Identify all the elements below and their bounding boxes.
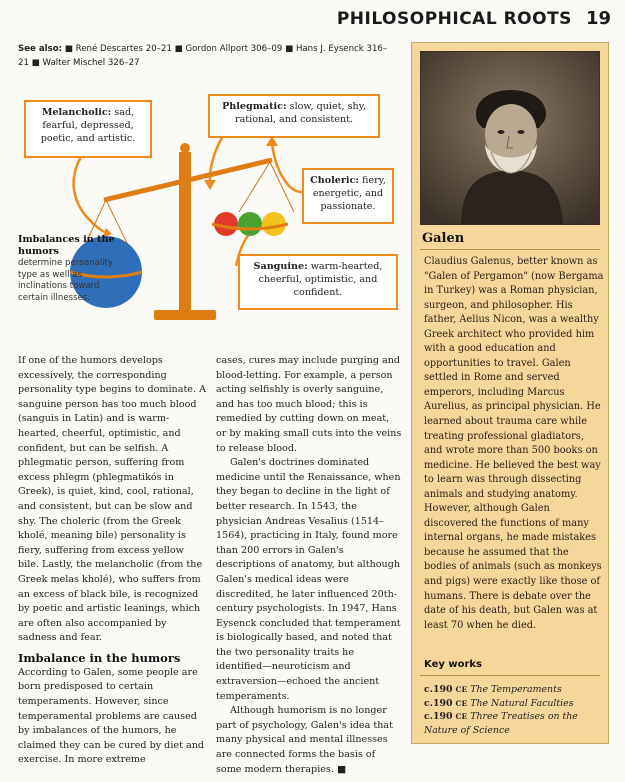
body-paragraph: Galen's doctrines dominated medicine until the Renaissance, when they began to decline in the light of better research. In 1543, the physician Andreas Vesalius (1514–1564), practicing in Italy, found more than 200 errors in Galen's descriptions of anatomy, but although Galen's medical ideas were discredited, he later influenced 20th-century psychologists. In 1947, Hans Eysenck concluded that temperament is biologically based, and noted that the two personality traits he identified—neuroticism and extraversion—echoed the ancient temperaments. bbox=[216, 457, 401, 702]
scale-knob bbox=[180, 143, 190, 153]
key-work-title: Three Treatises on the Nature of Science bbox=[424, 711, 578, 736]
see-also-bullet-icon: ■ bbox=[31, 58, 43, 68]
see-also-item: Hans J. Eysenck 316–21 bbox=[18, 44, 388, 68]
phlegmatic-desc: slow, quiet, shy, rational, and consistent. bbox=[234, 101, 366, 125]
see-also-item: Gordon Allport 306–09 bbox=[185, 44, 283, 54]
see-also bbox=[18, 42, 398, 70]
section-heading: Imbalance in the humors bbox=[18, 650, 181, 665]
body-paragraph: cases, cures may include purging and blood-letting. For example, a person acting selfishly is overly sanguine, and has too much blood; this is remedied by cutting down on meat, or by making small cuts into the veins to release blood. bbox=[216, 355, 402, 454]
sidebar-bio: Claudius Galenus, better known as "Galen of Pergamon" (now Bergama in Turkey) was a Roman physician, surgeon, and philosopher. His father, Aelius Nicon, was a wealthy Greek architect who provided him with a good education and opportunities to travel. Galen settled in Rome and served emperors, including Marcus Aurelius, as principal physician. He learned about trauma care while treating professional gladiators, and wrote more than 500 books on medicine. He believed the best way to learn was through dissecting animals and studying anatomy. However, although Galen discovered the functions of many internal organs, he made mistakes because he assumed that the bodies of animals (such as monkeys and pigs) were exactly like those of humans. There is debate over the date of his death, but Galen was at least 70 when he died. bbox=[424, 256, 604, 631]
sanguine-box bbox=[238, 254, 398, 310]
arrow-melancholic bbox=[74, 152, 104, 232]
sanguine-label: Sanguine: bbox=[253, 261, 308, 272]
see-also-label: See also: bbox=[18, 44, 63, 54]
body-paragraph: Although humorism is no longer part of psychology, Galen's idea that many physical and mental illnesses are connected forms the basis of some modern therapies. ■ bbox=[216, 705, 393, 775]
phlegm-ball bbox=[238, 212, 262, 236]
page-number: 19 bbox=[585, 8, 611, 29]
column-2 bbox=[216, 354, 402, 777]
choleric-box bbox=[302, 168, 394, 224]
arrow-choleric bbox=[272, 144, 304, 192]
portrait-engraving bbox=[421, 52, 600, 225]
body-paragraph: According to Galen, some people are born predisposed to certain temperaments. However, since temperamental problems are caused by imbalances of the humors, he claimed they can be cured by diet and exercise. In more extreme bbox=[18, 666, 205, 766]
key-work-era: CE bbox=[455, 712, 468, 722]
key-work-era: CE bbox=[455, 685, 468, 694]
humors-diagram bbox=[14, 82, 404, 332]
choleric-label: Choleric: bbox=[310, 175, 359, 186]
key-work-era: CE bbox=[455, 698, 468, 708]
key-work-item bbox=[424, 710, 606, 737]
galen-sidebar bbox=[411, 42, 609, 744]
scale-string bbox=[239, 162, 270, 212]
sanguine-desc: warm-hearted, cheerful, optimistic, and confident. bbox=[258, 261, 383, 298]
see-also-bullet-icon: ■ bbox=[285, 44, 296, 54]
phlegmatic-box bbox=[208, 94, 380, 138]
arrow-head bbox=[204, 180, 216, 190]
diagram-caption bbox=[18, 234, 128, 304]
key-works-divider bbox=[420, 675, 600, 676]
galen-portrait bbox=[420, 51, 600, 225]
key-work-year: c.190 bbox=[424, 684, 453, 695]
key-works-title: Key works bbox=[424, 659, 482, 670]
melancholic-box bbox=[24, 100, 152, 158]
choleric-desc: fiery, energetic, and passionate. bbox=[312, 175, 386, 212]
page-header bbox=[337, 8, 611, 29]
key-work-title: The Natural Faculties bbox=[470, 697, 574, 709]
scale-base bbox=[154, 310, 216, 320]
scale-pillar bbox=[179, 152, 191, 312]
key-work-year: c.190 bbox=[424, 697, 453, 709]
key-works-list bbox=[424, 683, 606, 737]
phlegmatic-label: Phlegmatic: bbox=[222, 101, 287, 112]
key-work-title: The Temperaments bbox=[470, 684, 562, 695]
sidebar-title: Galen bbox=[422, 231, 465, 246]
see-also-bullet-icon: ■ bbox=[174, 44, 186, 54]
melancholic-desc: sad, fearful, depressed, poetic, and artistic. bbox=[40, 107, 136, 144]
see-also-bullet-icon: ■ bbox=[64, 44, 76, 54]
melancholic-label: Melancholic: bbox=[41, 107, 112, 118]
running-title: PHILOSOPHICAL ROOTS bbox=[336, 9, 572, 29]
body-paragraph: If one of the humors develops excessively, the corresponding personality type begins to dominate. A sanguine person has too much blood (sanguis in Latin) and is warm-hearted, cheerful, optimistic, and confident, but can be selfish. A phlegmatic person, suffering from excess phlegm (phlegmatikós in Greek), is quiet, kind, cool, rational, and consistent, but can be slow and shy. The choleric (from the Greek kholé, meaning bile) personality is fiery, suffering from excess yellow bile. Lastly, the melancholic (from the Greek melas kholé), who suffers from an excess of black bile, is recognized by poetic and artistic leanings, which are often also accompanied by sadness and fear. bbox=[18, 355, 207, 644]
column-1 bbox=[18, 354, 206, 768]
caption-title: Imbalances in the humors bbox=[18, 234, 115, 257]
see-also-item: Walter Mischel 326–27 bbox=[42, 58, 140, 68]
key-work-item bbox=[424, 697, 606, 711]
key-work-year: c.190 bbox=[424, 711, 453, 723]
sidebar-divider bbox=[420, 249, 600, 250]
key-work-item bbox=[424, 683, 606, 697]
see-also-item: René Descartes 20–21 bbox=[75, 44, 172, 54]
caption-text: determine personality type as well as inclinations toward certain illnesses. bbox=[18, 258, 113, 303]
